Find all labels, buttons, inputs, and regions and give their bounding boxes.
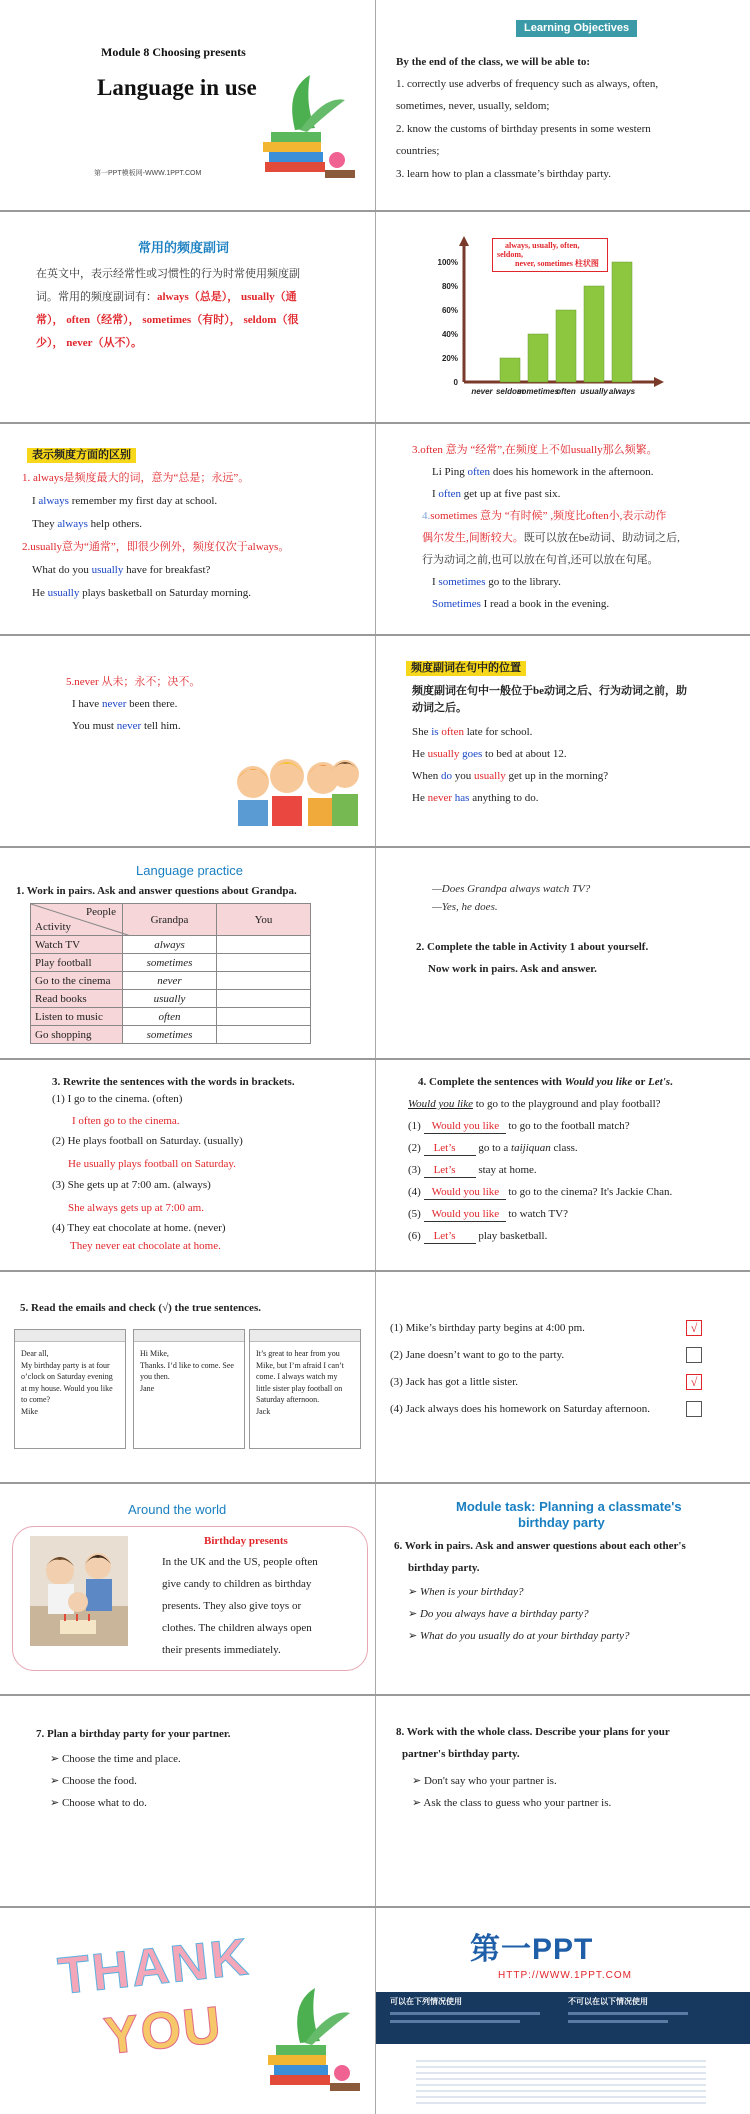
task-heading: Module task: Planning a classmate's: [456, 1499, 682, 1514]
reading-line: In the UK and the US, people often: [162, 1556, 318, 1568]
verb-text: is: [431, 726, 439, 738]
arrow-bullet-icon: ➢: [412, 1775, 424, 1787]
chart-x-arrow: [654, 377, 664, 387]
slide-module-task[interactable]: [376, 1484, 750, 1694]
example-text: When: [412, 770, 442, 782]
you-cell[interactable]: [217, 1026, 311, 1044]
rule-text: 偶尔发生,间断较大。: [422, 532, 524, 544]
question-text: .: [669, 1076, 673, 1088]
activity-cell: Play football: [31, 954, 123, 972]
section-heading: Around the world: [128, 1502, 227, 1517]
banner-text-placeholder: [568, 2012, 688, 2015]
body-line: 常）， often（经常）， sometimes（有时）， seldom（很: [36, 314, 299, 326]
example-text: get up in the morning?: [505, 770, 609, 782]
adverb-text: never: [101, 698, 127, 710]
header-you: You: [217, 904, 311, 936]
brand-logo: 第一PPT: [470, 1933, 594, 1966]
rule-line: 3.often 意为 “经常”,在频度上不如usually那么频繁。: [412, 444, 658, 456]
adverb-text: always（总是）， usually（通: [157, 291, 297, 303]
example-text: to go to the playground and play football?: [472, 1098, 661, 1110]
adverb-text: usually: [91, 564, 124, 576]
chart-label-line: never, sometimes 柱状图: [515, 259, 599, 269]
banner-text-placeholder: [390, 2020, 520, 2023]
chart-x-tick-label: always: [608, 387, 636, 396]
table-row: [31, 1008, 311, 1026]
statement-line: (3) Jack has got a little sister.: [390, 1376, 518, 1388]
item-number: (1): [408, 1120, 421, 1132]
rule-line: 动词之后。: [412, 702, 467, 714]
chart-label-line: seldom,: [497, 250, 523, 260]
example-line: [72, 720, 181, 733]
you-cell[interactable]: [217, 954, 311, 972]
birthday-photo: [30, 1536, 128, 1646]
activity-cell: Go shopping: [31, 1026, 123, 1044]
example-text: They: [32, 518, 58, 530]
arrow-bullet-icon: ➢: [408, 1608, 420, 1620]
prompt-line: (2) He plays football on Saturday. (usually): [52, 1135, 243, 1147]
item-text: taijiquan: [511, 1142, 551, 1154]
dialogue-line: —Does Grandpa always watch TV?: [432, 883, 591, 895]
email-body: Hi Mike, Thanks. I’d like to come. See you then. Jane: [140, 1349, 234, 1393]
you-cell[interactable]: [217, 1008, 311, 1026]
body-line: 在英文中，表示经常性或习惯性的行为时常使用频度副: [36, 268, 300, 280]
tag-label: 表示频度方面的区别: [27, 448, 136, 463]
answer-line: They never eat chocolate at home.: [70, 1240, 221, 1252]
bullet-text: Ask the class to guess who your partner is.: [423, 1797, 612, 1809]
reading-line: presents. They also give toys or: [162, 1600, 302, 1612]
email-jack: [249, 1329, 361, 1449]
question-text: Let's: [647, 1076, 670, 1088]
question-line: Now work in pairs. Ask and answer.: [428, 963, 597, 975]
bullet-text: What do you usually do at your birthday party?: [419, 1630, 630, 1642]
arrow-bullet-icon: ➢: [408, 1630, 420, 1642]
verb-text: has: [454, 792, 470, 804]
bullet-item: [50, 1774, 137, 1787]
objective-line: 3. learn how to plan a classmate’s birthday party.: [396, 168, 611, 180]
activity-cell: Watch TV: [31, 936, 123, 954]
example-text: He: [412, 748, 428, 760]
example-line: [32, 587, 251, 600]
example-line: [32, 495, 217, 508]
example-text: I read a book in the evening.: [480, 598, 610, 610]
email-mike: [14, 1329, 126, 1449]
item-text: class.: [550, 1142, 578, 1154]
adverb-text: Sometimes: [432, 598, 481, 610]
bullet-text: Choose what to do.: [61, 1797, 147, 1809]
item-text: to watch TV?: [505, 1208, 568, 1220]
arrow-bullet-icon: ➢: [50, 1797, 62, 1809]
slide-frequency-difference[interactable]: [0, 424, 375, 634]
rule-line: 1. always是频度最大的词，意为“总是；永远”。: [22, 472, 250, 484]
activity-table: [30, 903, 311, 1044]
example-text: plays basketball on Saturday morning.: [79, 587, 252, 599]
email-body: Dear all, My birthday party is at four o’clock on Saturday evening at my house. Would you like to come? Mike: [21, 1349, 113, 1416]
footer-text: 第一PPT模板网-WWW.1PPT.COM: [94, 170, 202, 177]
answer-line: I often go to the cinema.: [72, 1115, 180, 1127]
chart-bar: [612, 262, 632, 382]
item-text: to go to the football match?: [505, 1120, 630, 1132]
example-line: [412, 770, 608, 783]
slide-never[interactable]: [0, 636, 375, 846]
slide-plan-party[interactable]: [0, 1696, 375, 1906]
rule-text: 既可以放在be动词、助动词之后,: [523, 532, 680, 544]
info-banner: [376, 1992, 750, 2044]
adverb-text: usually: [474, 770, 506, 782]
check-box[interactable]: [686, 1374, 702, 1390]
slide-language-practice[interactable]: [0, 848, 375, 1058]
item-text: play basketball.: [475, 1230, 548, 1242]
item-number: (4): [408, 1186, 421, 1198]
example-text: does his homework in the afternoon.: [490, 466, 654, 478]
question-line: birthday party.: [408, 1562, 480, 1574]
question-line: [418, 1076, 673, 1089]
email-body: It’s great to hear from you Mike, but I’m afraid I can’t come. I always watch my little sister play football on Saturday afternoon. Jack: [256, 1349, 344, 1416]
verb-text: do: [441, 770, 453, 782]
slide-title[interactable]: [0, 0, 375, 210]
grandpa-cell: never: [123, 972, 217, 990]
item-number: (6): [408, 1230, 421, 1242]
example-text: You must: [72, 720, 117, 732]
tag-label: 频度副词在句中的位置: [406, 661, 526, 676]
exercise-item: [408, 1120, 630, 1134]
question-line: 3. Rewrite the sentences with the words in brackets.: [52, 1076, 295, 1088]
example-text: I: [32, 495, 39, 507]
adverb-text: often: [438, 488, 462, 500]
chart-bar: [556, 310, 576, 382]
statement-line: (1) Mike’s birthday party begins at 4:00 pm.: [390, 1322, 585, 1334]
rule-number: 4.: [422, 510, 431, 522]
example-answer: Would you like: [408, 1098, 473, 1110]
grandpa-cell: always: [123, 936, 217, 954]
adverb-text: often: [441, 726, 464, 738]
answer-blank[interactable]: Let’s: [424, 1230, 476, 1244]
grandpa-cell: often: [123, 1008, 217, 1026]
activity-cell: Go to the cinema: [31, 972, 123, 990]
statement-line: (4) Jack always does his homework on Saturday afternoon.: [390, 1403, 650, 1415]
question-line: 1. Work in pairs. Ask and answer questions about Grandpa.: [16, 885, 297, 897]
example-text: help others.: [87, 518, 142, 530]
bullet-text: Don't say who your partner is.: [423, 1775, 557, 1787]
bullet-item: [408, 1585, 524, 1598]
exercise-item: [408, 1164, 537, 1178]
adverb-text: never: [427, 792, 453, 804]
email-toolbar: [15, 1330, 125, 1342]
example-line: [32, 564, 210, 577]
header-grandpa: Grandpa: [123, 904, 217, 936]
slide-whole-class[interactable]: [376, 1696, 750, 1906]
chart-y-arrow: [459, 236, 469, 246]
activity-cell: Listen to music: [31, 1008, 123, 1026]
question-line: 5. Read the emails and check (√) the true sentences.: [20, 1302, 261, 1314]
thank-text: THANK: [55, 1928, 253, 2006]
question-line: partner's birthday party.: [402, 1748, 520, 1760]
bullet-text: Choose the food.: [61, 1775, 137, 1787]
adverb-text: usually: [47, 587, 80, 599]
example-text: remember my first day at school.: [68, 495, 218, 507]
brand-url[interactable]: HTTP://WWW.1PPT.COM: [498, 1970, 632, 1981]
body-line: [36, 291, 297, 304]
chart-label-line: always, usually, often,: [505, 241, 580, 250]
item-text: to go to the cinema? It's Jackie Chan.: [505, 1186, 673, 1198]
slide-frequency-adverbs[interactable]: [0, 212, 375, 422]
check-mark: √: [686, 1320, 702, 1336]
objective-line: 1. correctly use adverbs of frequency such as always, often,: [396, 78, 659, 90]
answer-blank[interactable]: Let’s: [424, 1142, 476, 1156]
chart-x-tick-label: usually: [580, 387, 608, 396]
chart-y-tick-label: 80%: [441, 282, 458, 291]
answer-line: She always gets up at 7:00 am.: [68, 1202, 204, 1214]
prompt-line: (1) I go to the cinema. (often): [52, 1093, 183, 1105]
arrow-bullet-icon: ➢: [50, 1753, 62, 1765]
books-plant-illustration: [260, 1983, 365, 2103]
adverb-text: always: [38, 495, 69, 507]
chart-y-tick-label: 100%: [437, 258, 458, 267]
adverb-text: usually: [427, 748, 460, 760]
example-text: to bed at about 12.: [482, 748, 567, 760]
header-people: People: [86, 906, 116, 918]
example-line: [412, 792, 539, 805]
table-row: [31, 1026, 311, 1044]
bullet-text: Choose the time and place.: [61, 1753, 181, 1765]
chart-y-tick-label: 0: [453, 378, 458, 387]
bullet-text: Do you always have a birthday party?: [419, 1608, 589, 1620]
example-text: I have: [72, 698, 102, 710]
example-text: He: [32, 587, 48, 599]
question-text: Would you like: [564, 1076, 633, 1088]
example-text: go to the library.: [485, 576, 561, 588]
example-text: anything to do.: [469, 792, 539, 804]
slide-thank-you[interactable]: [0, 1908, 375, 2114]
slide-complete-sentences[interactable]: [376, 1060, 750, 1270]
example-line: [408, 1098, 661, 1111]
check-box[interactable]: [686, 1401, 702, 1417]
adverb-text: never: [116, 720, 142, 732]
banner-text-placeholder: [568, 2020, 668, 2023]
bullet-item: [50, 1796, 147, 1809]
exercise-item: [408, 1142, 578, 1156]
example-line: [72, 698, 177, 711]
banner-text-placeholder: [390, 2012, 540, 2015]
example-line: [432, 466, 654, 479]
table-row: [31, 990, 311, 1008]
chart-x-tick-label: sometimes: [517, 387, 559, 396]
item-text: stay at home.: [475, 1164, 537, 1176]
section-tag: [27, 448, 136, 463]
check-mark: [686, 1347, 702, 1363]
chart-bar: [584, 286, 604, 382]
module-label: Module 8 Choosing presents: [101, 45, 246, 59]
grandpa-cell: sometimes: [123, 954, 217, 972]
chart-bar: [500, 358, 520, 382]
bullet-item: [412, 1796, 611, 1809]
example-text: late for school.: [463, 726, 533, 738]
header-activity: Activity: [35, 921, 72, 933]
books-plant-illustration: [255, 70, 360, 190]
rule-text: sometimes 意为 “有时候” ,频度比often小,表示动作: [430, 510, 667, 522]
adverb-text: sometimes: [438, 576, 486, 588]
slide-read-emails[interactable]: [0, 1272, 375, 1482]
statement-line: (2) Jane doesn’t want to go to the party.: [390, 1349, 565, 1361]
you-cell[interactable]: [217, 972, 311, 990]
adverb-text: often: [467, 466, 491, 478]
question-line: 8. Work with the whole class. Describe your plans for your: [396, 1726, 670, 1738]
item-number: (3): [408, 1164, 421, 1176]
bullet-item: [408, 1629, 630, 1642]
item-number: (2): [408, 1142, 421, 1154]
you-cell[interactable]: [217, 936, 311, 954]
prompt-line: (3) She gets up at 7:00 am. (always): [52, 1179, 211, 1191]
item-number: (5): [408, 1208, 421, 1220]
page-title: Language in use: [97, 75, 257, 100]
you-cell[interactable]: [217, 990, 311, 1008]
exercise-item: [408, 1186, 672, 1200]
chart-x-tick-label: often: [556, 387, 576, 396]
section-heading: Language practice: [136, 863, 243, 878]
rule-line: [422, 510, 666, 523]
example-line: [412, 748, 567, 761]
slide-rewrite[interactable]: [0, 1060, 375, 1270]
answer-blank[interactable]: Would you like: [424, 1120, 506, 1134]
arrow-bullet-icon: ➢: [412, 1797, 424, 1809]
objective-line: sometimes, never, usually, seldom;: [396, 100, 550, 112]
children-illustration: [232, 740, 362, 835]
answer-line: He usually plays football on Saturday.: [68, 1158, 236, 1170]
example-text: tell him.: [141, 720, 181, 732]
check-box[interactable]: [686, 1347, 702, 1363]
rule-line: [422, 532, 680, 545]
check-mark: √: [686, 1374, 702, 1390]
reading-line: clothes. The children always open: [162, 1622, 312, 1634]
example-line: [432, 488, 560, 501]
check-box[interactable]: [686, 1320, 702, 1336]
example-text: She: [412, 726, 432, 738]
table-row: [31, 954, 311, 972]
question-line: 2. Complete the table in Activity 1 about yourself.: [416, 941, 649, 953]
example-line: [432, 598, 609, 611]
slide-learning-objectives[interactable]: [376, 0, 750, 210]
answer-blank[interactable]: Would you like: [424, 1186, 506, 1200]
link-list-placeholder: [416, 2056, 706, 2108]
email-jane: [133, 1329, 245, 1449]
example-line: [412, 726, 532, 739]
body-line: 少）， never（从不）。: [36, 337, 143, 349]
exercise-item: [408, 1208, 568, 1222]
example-line: [32, 518, 142, 531]
section-tag: [406, 661, 526, 676]
bullet-item: [50, 1752, 181, 1765]
reading-title: Birthday presents: [204, 1535, 288, 1547]
activity-cell: Read books: [31, 990, 123, 1008]
chart-y-tick-label: 40%: [441, 330, 458, 339]
rule-line: 行为动词之前,也可以放在句首,还可以放在句尾。: [422, 554, 659, 566]
you-text: YOU: [101, 1995, 226, 2067]
example-text: you: [452, 770, 475, 782]
answer-blank[interactable]: Would you like: [424, 1208, 506, 1222]
email-toolbar: [250, 1330, 360, 1342]
table-header-row: [31, 904, 311, 936]
objectives-intro: By the end of the class, we will be able to:: [396, 56, 591, 68]
slide-true-sentences[interactable]: [376, 1272, 750, 1482]
chart-y-tick-label: 60%: [441, 306, 458, 315]
example-text: been there.: [126, 698, 178, 710]
prompt-line: (4) They eat chocolate at home. (never): [52, 1222, 226, 1234]
task-heading: birthday party: [518, 1515, 605, 1530]
chart-x-tick-label: seldom: [495, 387, 525, 396]
dialogue-line: —Yes, he does.: [432, 901, 498, 913]
banner-left-title: 可以在下列情况使用: [390, 1997, 462, 2006]
objective-line: 2. know the customs of birthday presents in some western: [396, 123, 651, 135]
question-line: 6. Work in pairs. Ask and answer questions about each other's: [394, 1540, 686, 1552]
bullet-item: [412, 1774, 557, 1787]
rule-line: 5.never 从未；永不；决不。: [66, 676, 201, 688]
rule-line: 频度副词在句中一般位于be动词之后、行为动词之前，助: [412, 685, 687, 697]
chart-bar: [528, 334, 548, 382]
chart-y-tick-label: 20%: [441, 354, 458, 363]
table-row: [31, 972, 311, 990]
adverb-text: always: [57, 518, 88, 530]
example-text: get up at five past six.: [461, 488, 561, 500]
slide-complete-table[interactable]: [376, 848, 750, 1058]
reading-line: give candy to children as birthday: [162, 1578, 312, 1590]
objective-line: countries;: [396, 145, 440, 157]
example-text: What do you: [32, 564, 92, 576]
example-text: I: [432, 488, 439, 500]
chart-label-box: [492, 238, 608, 272]
grandpa-cell: usually: [123, 990, 217, 1008]
example-text: I: [432, 576, 439, 588]
slide-around-the-world[interactable]: [0, 1484, 375, 1694]
check-mark: [686, 1401, 702, 1417]
table-header-cell: [31, 904, 123, 936]
item-text: go to a: [475, 1142, 512, 1154]
body-text: 词。常用的频度副词有：: [36, 291, 157, 303]
slide-ppt-brand[interactable]: [376, 1908, 750, 2114]
arrow-bullet-icon: ➢: [50, 1775, 62, 1787]
example-text: Li Ping: [432, 466, 468, 478]
verb-text: goes: [462, 748, 483, 760]
slide-adverb-position[interactable]: [376, 636, 750, 846]
example-line: [432, 576, 561, 589]
section-heading: 常用的频度副词: [138, 240, 230, 255]
banner-right-title: 不可以在以下情况使用: [568, 1997, 648, 2006]
arrow-bullet-icon: ➢: [408, 1586, 420, 1598]
chart-x-tick-label: never: [471, 387, 493, 396]
example-text: He: [412, 792, 428, 804]
table-row: [31, 936, 311, 954]
answer-blank[interactable]: Let’s: [424, 1164, 476, 1178]
reading-line: their presents immediately.: [162, 1644, 281, 1656]
question-line: 7. Plan a birthday party for your partner.: [36, 1728, 231, 1740]
rule-line: 2.usually意为“通常”，即很少例外，频度仅次于always。: [22, 541, 290, 553]
objectives-tag: Learning Objectives: [516, 20, 637, 37]
example-text: have for breakfast?: [123, 564, 211, 576]
exercise-item: [408, 1230, 547, 1244]
question-text: or: [632, 1076, 648, 1088]
slide-often-sometimes[interactable]: [376, 424, 750, 634]
bullet-item: [408, 1607, 589, 1620]
email-toolbar: [134, 1330, 244, 1342]
grandpa-cell: sometimes: [123, 1026, 217, 1044]
question-text: 4. Complete the sentences with: [418, 1076, 565, 1088]
bullet-text: When is your birthday?: [419, 1586, 524, 1598]
slide-frequency-chart[interactable]: [376, 212, 750, 422]
